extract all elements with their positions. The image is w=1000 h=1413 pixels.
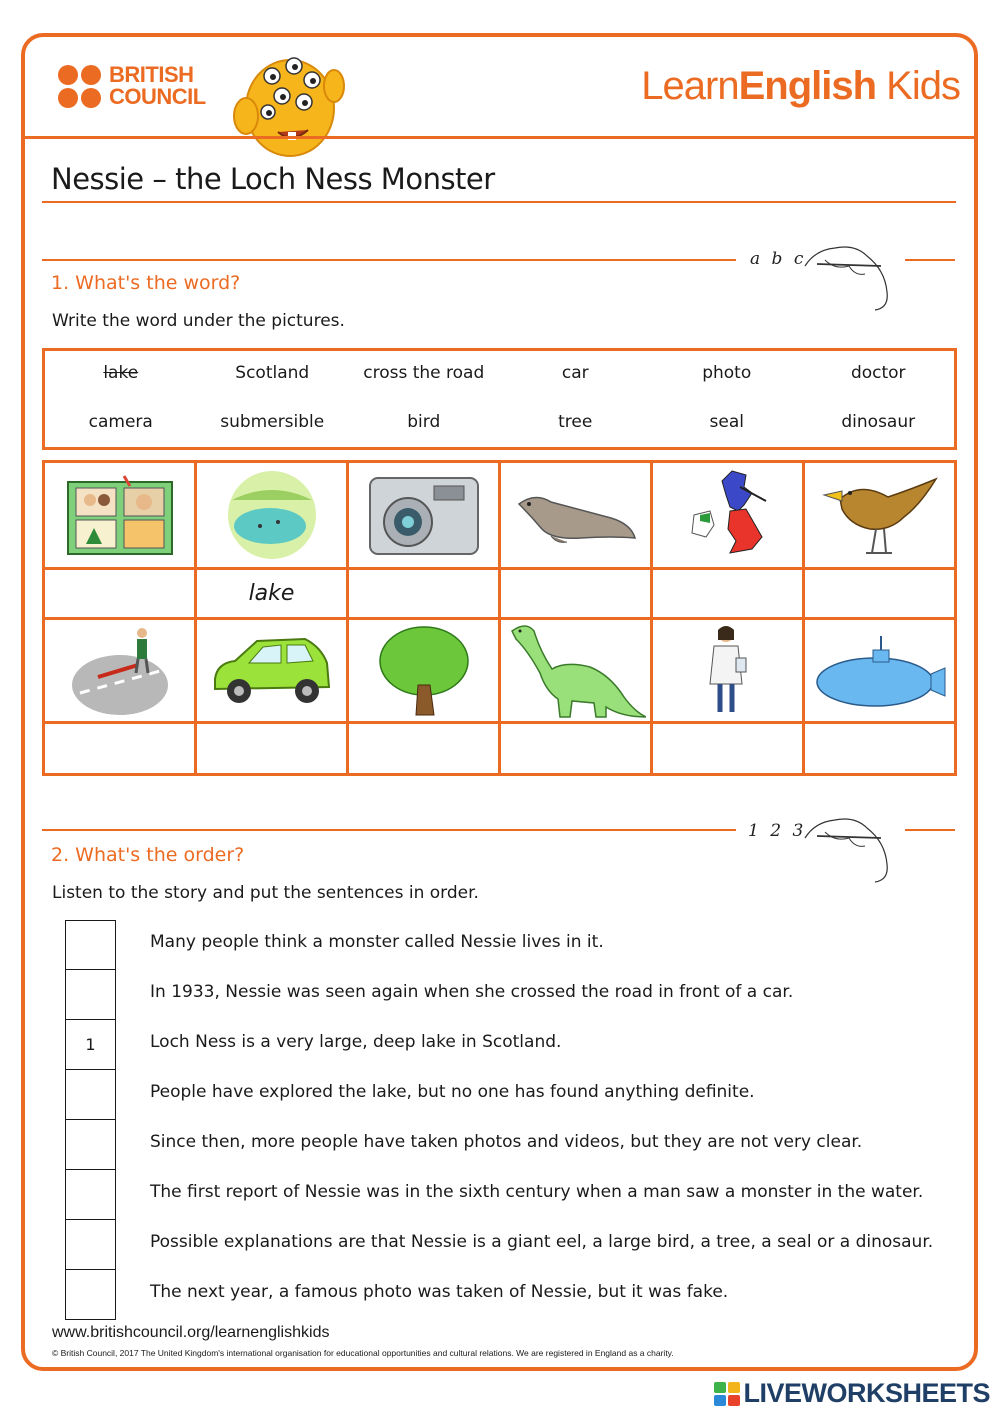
order-number-box[interactable] [65, 970, 116, 1020]
word-bank-item: Scotland [235, 363, 310, 383]
logo-learn: Learn [641, 64, 739, 108]
order-number-box[interactable] [65, 1220, 116, 1270]
order-number-box[interactable] [65, 1120, 116, 1170]
doctor-icon [698, 622, 758, 720]
order-number-box[interactable] [65, 1270, 116, 1320]
british-council-logo [58, 64, 206, 108]
logo-kids: Kids [876, 64, 960, 108]
order-sentence: In 1933, Nessie was seen again when she crossed the road in front of a car. [150, 982, 794, 1002]
camera-icon [364, 470, 484, 560]
word-bank-item: cross the road [363, 363, 485, 383]
answer-text: lake [248, 581, 295, 606]
word-bank-item: seal [709, 412, 744, 432]
answer-cell[interactable] [197, 570, 349, 620]
monster-mascot-icon [228, 46, 348, 162]
order-sentence: Since then, more people have taken photos and videos, but they are not very clear. [150, 1132, 863, 1152]
bird-icon [820, 469, 940, 561]
section2-instruction: Listen to the story and put the sentences in order. [52, 883, 479, 903]
order-item [65, 920, 965, 970]
order-item [65, 1020, 965, 1070]
picture-cell [197, 463, 349, 570]
footer-url: www.britishcouncil.org/learnenglishkids [52, 1324, 330, 1341]
photo-album-icon [64, 472, 176, 558]
answer-cell[interactable] [45, 570, 197, 620]
section1-heading: 1. What's the word? [51, 272, 241, 294]
answer-cell[interactable] [501, 724, 653, 773]
order-item [65, 1220, 965, 1270]
order-number-box[interactable] [65, 1070, 116, 1120]
answer-cell[interactable] [45, 724, 197, 773]
picture-cell [197, 620, 349, 724]
logo-english: English [738, 64, 877, 108]
picture-cell [45, 620, 197, 724]
answer-cell[interactable] [653, 570, 805, 620]
car-icon [209, 633, 335, 709]
word-bank-item: photo [702, 363, 752, 383]
section2-heading: 2. What's the order? [51, 844, 245, 866]
order-sentence: The next year, a famous photo was taken of Nessie, but it was fake. [150, 1282, 729, 1302]
british-council-dots-icon [58, 65, 101, 108]
order-item [65, 1270, 965, 1320]
dinosaur-icon [506, 621, 646, 721]
order-item [65, 1170, 965, 1220]
map-of-scotland-icon [680, 467, 776, 563]
lake-icon [220, 470, 324, 560]
picture-cell [45, 463, 197, 570]
word-bank-item: doctor [850, 363, 906, 383]
picture-cell [653, 463, 805, 570]
word-bank-row-2 [45, 412, 954, 432]
page-title: Nessie – the Loch Ness Monster [51, 162, 495, 196]
liveworksheets-logo [714, 1378, 990, 1409]
answer-cell[interactable] [805, 724, 954, 773]
word-bank-item: tree [558, 412, 593, 432]
order-sentence: Many people think a monster called Nessie lives in it. [150, 932, 604, 952]
order-number-box[interactable] [65, 920, 116, 970]
order-sentence: Possible explanations are that Nessie is a giant eel, a large bird, a tree, a seal or a dinosaur. [150, 1232, 934, 1252]
answer-cell[interactable] [805, 570, 954, 620]
seal-icon [511, 480, 641, 550]
word-bank-item: submersible [220, 412, 325, 432]
order-item [65, 1070, 965, 1120]
picture-cell [805, 620, 954, 724]
footer-copyright: © British Council, 2017 The United Kingdom's international organisation for educational opportunities and cultural relations. We are registered in England as a charity. [52, 1348, 674, 1358]
section1-rule-left [42, 259, 736, 261]
writing-hand-icon [795, 236, 895, 312]
picture-cell [501, 463, 653, 570]
section1-deco-text: a b c [750, 249, 807, 269]
section2-deco-text: 1 2 3 [748, 821, 807, 841]
header-divider [25, 136, 975, 139]
picture-grid [42, 460, 957, 776]
title-divider [42, 201, 956, 203]
tree-icon [376, 623, 472, 719]
word-bank-item: bird [407, 412, 441, 432]
picture-cell [501, 620, 653, 724]
order-item [65, 1120, 965, 1170]
submersible-icon [813, 632, 947, 710]
picture-cell [349, 620, 501, 724]
order-item [65, 970, 965, 1020]
liveworksheets-icon [714, 1382, 740, 1406]
order-number-box[interactable] [65, 1170, 116, 1220]
watermark-text: LIVEWORKSHEETS [743, 1378, 990, 1408]
picture-cell [805, 463, 954, 570]
word-bank-item: lake [103, 363, 139, 383]
learnenglish-kids-logo [641, 64, 960, 109]
picture-cell [349, 463, 501, 570]
picture-cell [653, 620, 805, 724]
order-sentence: The first report of Nessie was in the sixth century when a man saw a monster in the water. [150, 1182, 924, 1202]
answer-cell[interactable] [197, 724, 349, 773]
word-bank [42, 348, 957, 450]
word-bank-row-1 [45, 363, 954, 383]
answer-cell[interactable] [349, 724, 501, 773]
section2-rule-right [905, 829, 955, 831]
cross-the-road-icon [68, 625, 172, 717]
word-bank-item: camera [88, 412, 153, 432]
brand-line-1: BRITISH [109, 62, 194, 87]
answer-cell[interactable] [501, 570, 653, 620]
section2-rule-left [42, 829, 736, 831]
answer-cell[interactable] [653, 724, 805, 773]
order-number-box[interactable]: 1 [65, 1020, 116, 1070]
brand-line-2: COUNCIL [109, 84, 206, 109]
order-sentence: People have explored the lake, but no one has found anything definite. [150, 1082, 755, 1102]
order-sentence: Loch Ness is a very large, deep lake in Scotland. [150, 1032, 562, 1052]
word-bank-item: dinosaur [841, 412, 916, 432]
section1-rule-right [905, 259, 955, 261]
section1-instruction: Write the word under the pictures. [52, 311, 345, 331]
writing-hand-icon [795, 808, 895, 884]
word-bank-item: car [561, 363, 589, 383]
answer-cell[interactable] [349, 570, 501, 620]
